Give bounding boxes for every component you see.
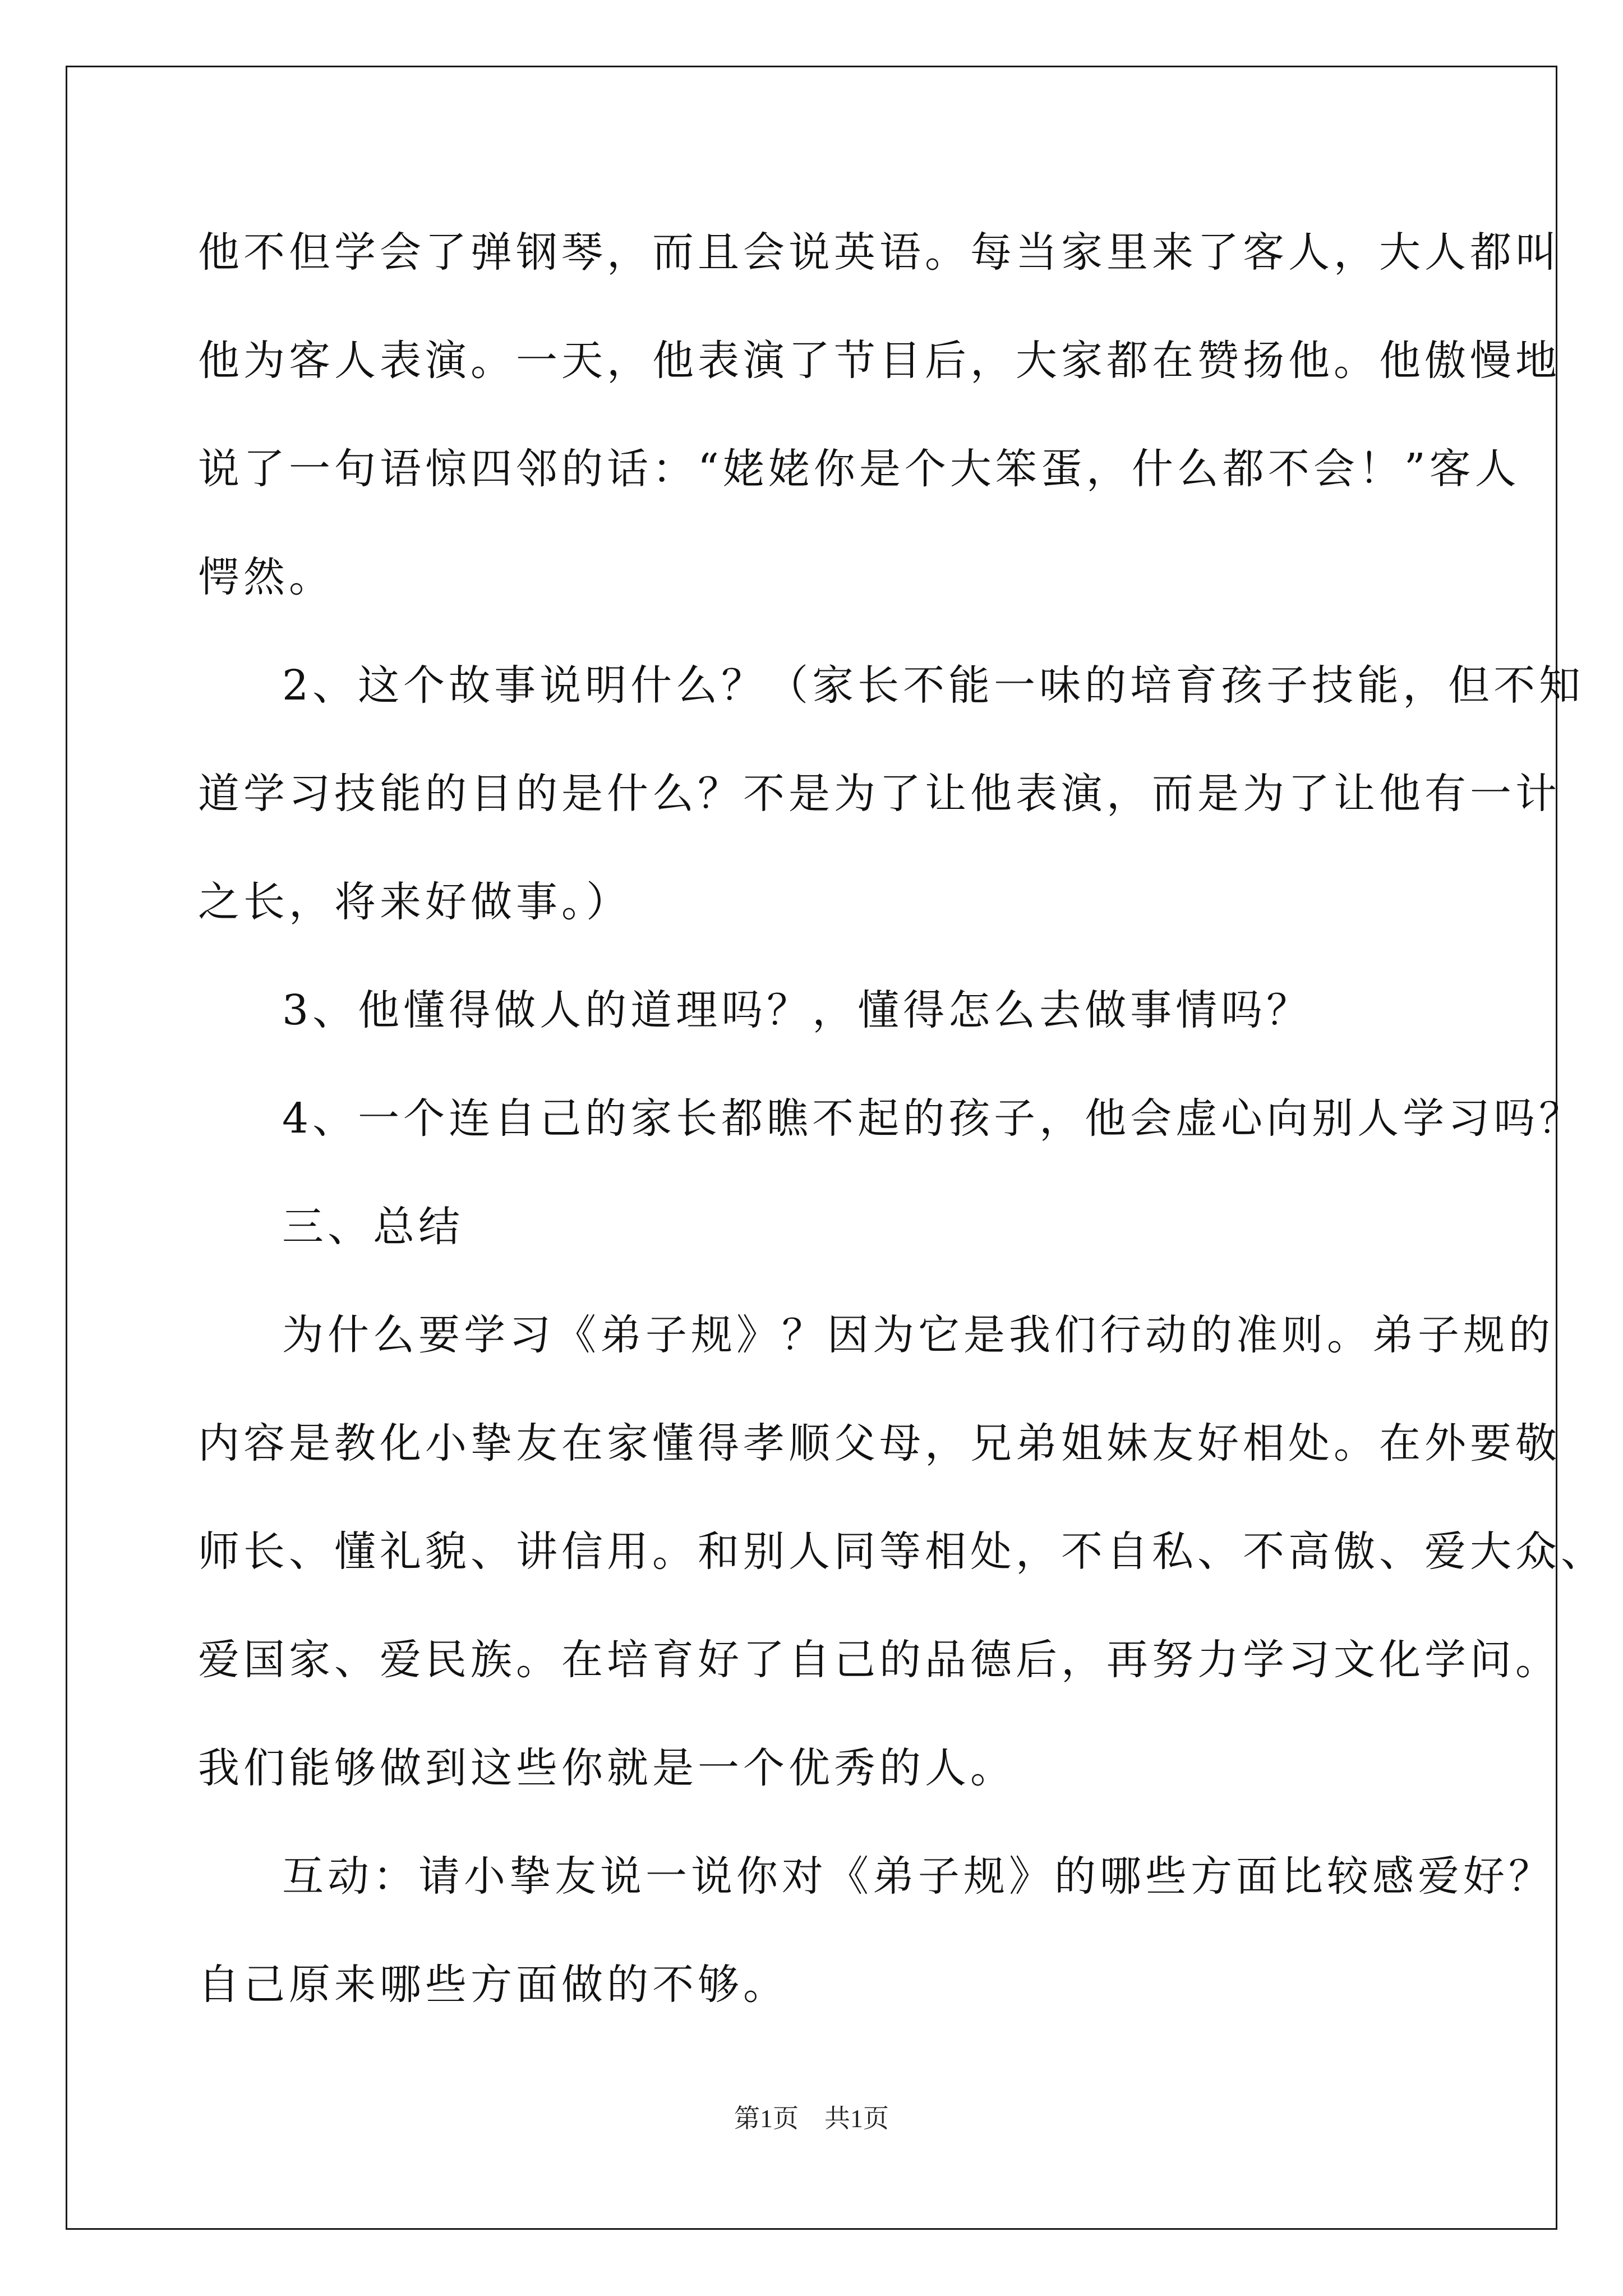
text-line: 说了一句语惊四邻的话：“姥姥你是个大笨蛋，什么都不会！”客人: [198, 445, 1520, 493]
text-line: 他为客人表演。一天，他表演了节目后，大家都在赞扬他。他傲慢地: [198, 337, 1561, 385]
document-body: [198, 208, 1606, 2048]
text-line: 自己原来哪些方面做的不够。: [198, 1961, 789, 2009]
section-heading: 三、总结: [282, 1203, 464, 1251]
text-line: 2、这个故事说明什么？（家长不能一味的培育孩子技能，但不知: [282, 661, 1585, 710]
text-line: 师长、懂礼貌、讲信用。和别人同等相处，不自私、不高傲、爱大众、: [198, 1527, 1606, 1576]
text-line: 道学习技能的目的是什么？不是为了让他表演，而是为了让他有一计: [198, 770, 1561, 818]
text-line: 内容是教化小挚友在家懂得孝顺父母，兄弟姐妹友好相处。在外要敬: [198, 1419, 1561, 1467]
text-line: 愕然。: [198, 553, 334, 601]
text-line: 之长，将来好做事。）: [198, 878, 631, 926]
text-line: 为什么要学习《弟子规》？因为它是我们行动的准则。弟子规的: [282, 1311, 1554, 1359]
text-line: 互动：请小挚友说一说你对《弟子规》的哪些方面比较感爱好？: [282, 1852, 1554, 1901]
text-line: 他不但学会了弹钢琴，而且会说英语。每当家里来了客人，大人都叫: [198, 228, 1561, 277]
text-line: 3、他懂得做人的道理吗？，懂得怎么去做事情吗？: [282, 986, 1312, 1034]
text-line: 我们能够做到这些你就是一个优秀的人。: [198, 1744, 1016, 1792]
text-line: 爱国家、爱民族。在培育好了自己的品德后，再努力学习文化学问。: [198, 1636, 1561, 1684]
page-footer: 第1页 共1页: [734, 2104, 889, 2133]
text-line: 4、一个连自己的家长都瞧不起的孩子，他会虚心向别人学习吗？: [282, 1094, 1585, 1143]
